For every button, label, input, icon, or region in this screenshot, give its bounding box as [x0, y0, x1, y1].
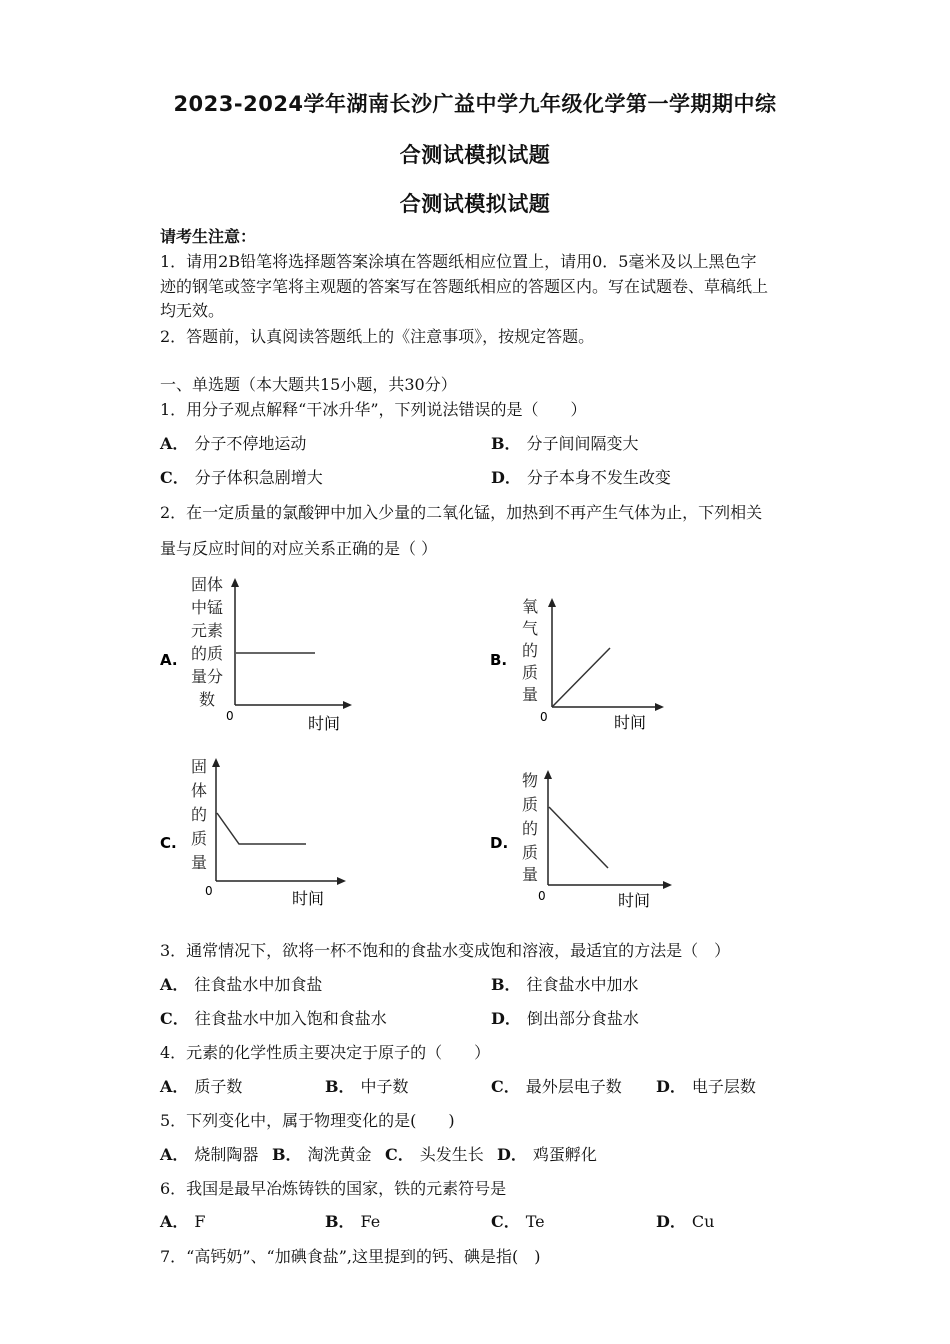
q2-graph-b[interactable]: [480, 590, 680, 744]
option-text: 淘洗黄金: [307, 1145, 372, 1164]
option-label: D．: [491, 1009, 521, 1028]
option-label: D．: [656, 1212, 686, 1231]
arrow-up-icon: [212, 758, 220, 767]
question-4-stem: 4．元素的化学性质主要决定于原子的（ ）: [160, 1043, 491, 1062]
option-label: C．: [491, 1212, 520, 1231]
graph-ylabel: 元素: [191, 621, 224, 640]
q5-option-b[interactable]: [272, 1144, 372, 1166]
q6-option-c[interactable]: [491, 1211, 545, 1233]
graph-option-label: B.: [490, 651, 508, 669]
option-label: A．: [160, 1212, 189, 1231]
graph-curve: [549, 807, 608, 868]
notice-item1-line3: 均无效。: [160, 301, 225, 320]
option-text: Te: [525, 1212, 545, 1231]
graph-ylabel: 体: [191, 781, 208, 800]
q3-option-c[interactable]: [160, 1008, 387, 1030]
option-label: B．: [325, 1077, 355, 1096]
q4-option-d[interactable]: [656, 1076, 756, 1098]
option-text: 质子数: [194, 1077, 243, 1096]
option-label: A．: [160, 975, 189, 994]
graph-ylabel: 的: [522, 819, 539, 838]
q5-option-d[interactable]: [497, 1144, 597, 1166]
graph-ylabel: 量: [191, 853, 208, 872]
q4-option-a[interactable]: [160, 1076, 242, 1098]
graph-ylabel: 量分: [191, 667, 224, 686]
option-label: B．: [491, 975, 521, 994]
option-text: 鸡蛋孵化: [532, 1145, 597, 1164]
graph-ylabel: 的: [522, 641, 539, 660]
option-text: 烧制陶器: [194, 1145, 259, 1164]
q5-option-a[interactable]: [160, 1144, 258, 1166]
option-label: C．: [385, 1145, 414, 1164]
option-text: 往食盐水中加水: [526, 975, 639, 994]
question-1-stem: 1．用分子观点解释“干冰升华”，下列说法错误的是（ ）: [160, 400, 587, 419]
option-text: 头发生长: [419, 1145, 484, 1164]
q6-option-d[interactable]: [656, 1211, 714, 1233]
q2-graph-c[interactable]: [150, 748, 360, 917]
notice-item1-line2: 迹的钢笔或签字笔将主观题的答案写在答题纸相应的答题区内。写在试题卷、草稿纸上: [160, 277, 769, 296]
option-label: A．: [160, 1145, 189, 1164]
graph-xlabel: 时间: [618, 891, 651, 910]
graph-curve: [217, 813, 306, 844]
graph-ylabel: 质: [522, 795, 539, 814]
graph-ylabel: 的: [191, 805, 208, 824]
graph-ylabel: 质: [522, 663, 539, 682]
notice-item2: 2．答题前，认真阅读答题纸上的《注意事项》，按规定答题。: [160, 327, 595, 346]
q3-option-b[interactable]: [491, 974, 639, 996]
arrow-right-icon: [655, 703, 664, 711]
graph-ylabel: 气: [522, 619, 539, 638]
q4-option-c[interactable]: [491, 1076, 622, 1098]
notice-heading: 请考生注意：: [160, 227, 257, 246]
page-title-line1: 2023-2024学年湖南长沙广益中学九年级化学第一学期期中综: [173, 92, 777, 116]
graph-origin: 0: [540, 710, 548, 724]
page-title-line2: 合测试模拟试题: [399, 143, 551, 167]
graph-ylabel: 质: [522, 843, 539, 862]
option-text: 最外层电子数: [525, 1077, 622, 1096]
question-5-stem: 5．下列变化中，属于物理变化的是( ): [160, 1111, 455, 1130]
graph-ylabel: 数: [199, 690, 216, 709]
q1-option-d[interactable]: [491, 467, 671, 489]
q1-option-b[interactable]: [491, 433, 639, 455]
graph-origin: 0: [538, 889, 546, 903]
option-label: C．: [160, 1009, 189, 1028]
option-label: B．: [491, 434, 521, 453]
graph-ylabel: 量: [522, 685, 539, 704]
arrow-right-icon: [343, 701, 352, 709]
graph-ylabel: 氧: [522, 597, 539, 616]
question-2-stem-line2: 量与反应时间的对应关系正确的是（ ）: [160, 539, 438, 558]
option-text: Cu: [691, 1212, 715, 1231]
q1-option-c[interactable]: [160, 467, 323, 489]
graph-origin: 0: [226, 709, 234, 723]
q2-graph-a[interactable]: [150, 570, 370, 744]
arrow-right-icon: [337, 877, 346, 885]
arrow-up-icon: [231, 578, 239, 587]
option-label: B．: [272, 1145, 302, 1164]
q4-option-b[interactable]: [325, 1076, 409, 1098]
q5-option-c[interactable]: [385, 1144, 484, 1166]
q3-option-a[interactable]: [160, 974, 322, 996]
graph-ylabel: 物: [522, 771, 539, 790]
question-6-stem: 6．我国是最早冶炼铸铁的国家，铁的元素符号是: [160, 1179, 507, 1198]
option-label: D．: [491, 468, 521, 487]
q3-option-d[interactable]: [491, 1008, 639, 1030]
section-heading: 一、单选题（本大题共15小题，共30分）: [160, 375, 457, 394]
q2-graph-d[interactable]: [480, 762, 690, 916]
notice-item1-line1: 1．请用2B铅笔将选择题答案涂填在答题纸相应位置上，请用0．5毫米及以上黑色字: [160, 252, 757, 271]
graph-origin: 0: [205, 884, 213, 898]
graph-xlabel: 时间: [292, 889, 325, 908]
question-2-stem-line1: 2．在一定质量的氯酸钾中加入少量的二氧化锰，加热到不再产生气体为止，下列相关: [160, 503, 763, 522]
option-text: 倒出部分食盐水: [526, 1009, 639, 1028]
question-3-stem: 3．通常情况下，欲将一杯不饱和的食盐水变成饱和溶液，最适宜的方法是（ ）: [160, 941, 731, 960]
graph-ylabel: 固: [191, 757, 208, 776]
option-text: 往食盐水中加食盐: [194, 975, 323, 994]
graph-xlabel: 时间: [614, 713, 647, 732]
arrow-right-icon: [663, 881, 672, 889]
arrow-up-icon: [544, 770, 552, 779]
option-label: A．: [160, 434, 189, 453]
q1-option-a[interactable]: [160, 433, 306, 455]
option-label: C．: [491, 1077, 520, 1096]
q6-option-b[interactable]: [325, 1211, 380, 1233]
graph-ylabel: 质: [191, 829, 208, 848]
option-text: F: [194, 1212, 206, 1231]
option-label: C．: [160, 468, 189, 487]
option-label: D．: [656, 1077, 686, 1096]
option-text: 中子数: [360, 1077, 409, 1096]
option-text: 分子体积急剧增大: [194, 468, 323, 487]
graph-option-label: D.: [490, 834, 509, 852]
option-text: 分子间间隔变大: [526, 434, 639, 453]
graph-ylabel: 固体: [191, 575, 224, 594]
option-text: Fe: [360, 1212, 381, 1231]
graph-ylabel: 的质: [191, 644, 224, 663]
option-text: 电子层数: [691, 1077, 756, 1096]
option-text: 分子不停地运动: [194, 434, 307, 453]
option-label: D．: [497, 1145, 527, 1164]
graph-xlabel: 时间: [308, 714, 341, 733]
graph-option-label: A.: [160, 651, 178, 669]
graph-curve: [553, 648, 610, 706]
question-7-stem: 7．“高钙奶”、“加碘食盐”,这里提到的钙、碘是指( ): [160, 1247, 541, 1266]
option-text: 分子本身不发生改变: [526, 468, 671, 487]
graph-ylabel: 量: [522, 865, 539, 884]
page-title-line3: 合测试模拟试题: [399, 192, 551, 216]
q6-option-a[interactable]: [160, 1211, 206, 1233]
option-label: A．: [160, 1077, 189, 1096]
arrow-up-icon: [548, 598, 556, 607]
graph-option-label: C.: [160, 834, 177, 852]
option-label: B．: [325, 1212, 355, 1231]
graph-ylabel: 中锰: [191, 598, 224, 617]
option-text: 往食盐水中加入饱和食盐水: [194, 1009, 387, 1028]
